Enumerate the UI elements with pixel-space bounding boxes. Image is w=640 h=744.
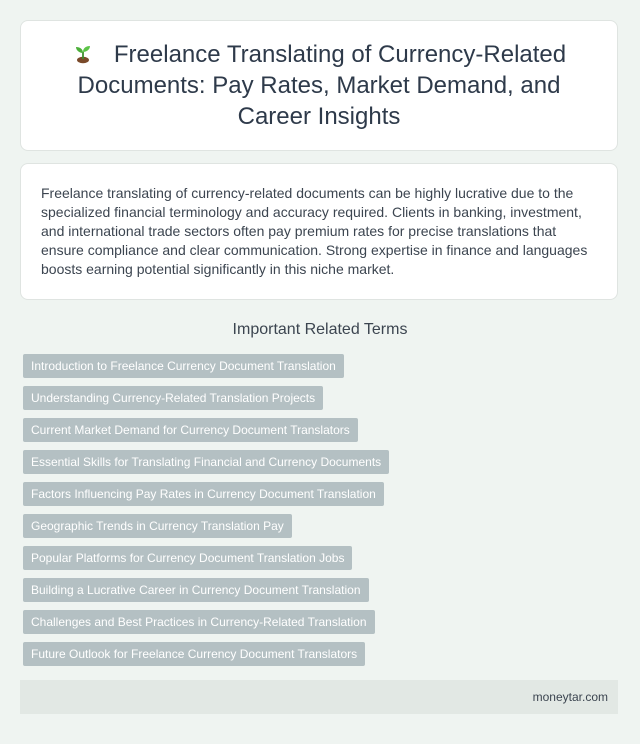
related-term-tag[interactable]: Essential Skills for Translating Financial and Currency Documents xyxy=(23,450,389,474)
footer-site-link[interactable]: moneytar.com xyxy=(532,690,608,704)
related-terms-list xyxy=(23,354,389,674)
related-terms-heading: Important Related Terms xyxy=(232,321,408,338)
related-term-tag[interactable]: Understanding Currency-Related Translation Projects xyxy=(23,386,323,410)
footer xyxy=(20,680,618,714)
title-card xyxy=(20,20,618,151)
page-title xyxy=(49,39,589,132)
related-term-tag[interactable]: Future Outlook for Freelance Currency Document Translators xyxy=(23,642,365,666)
related-term-tag[interactable]: Building a Lucrative Career in Currency Document Translation xyxy=(23,578,369,602)
sprout-icon xyxy=(72,42,94,64)
related-term-tag[interactable]: Current Market Demand for Currency Document Translators xyxy=(23,418,358,442)
intro-card xyxy=(20,163,618,300)
related-term-tag[interactable]: Geographic Trends in Currency Translation Pay xyxy=(23,514,292,538)
intro-paragraph: Freelance translating of currency-related documents can be highly lucrative due to the specialized financial terminology and accuracy required. Clients in banking, investment, and international trade sectors often pay premium rates for precise translations that ensure compliance and clear communication. Strong expertise in finance and languages boosts earning potential significantly in this niche market. xyxy=(41,185,588,277)
related-term-tag[interactable]: Popular Platforms for Currency Document Translation Jobs xyxy=(23,546,352,570)
page-title-text: Freelance Translating of Currency-Related Documents: Pay Rates, Market Demand, and Career Insights xyxy=(77,41,567,130)
related-term-tag[interactable]: Introduction to Freelance Currency Document Translation xyxy=(23,354,344,378)
related-term-tag[interactable]: Factors Influencing Pay Rates in Currency Document Translation xyxy=(23,482,384,506)
related-term-tag[interactable]: Challenges and Best Practices in Currency-Related Translation xyxy=(23,610,375,634)
